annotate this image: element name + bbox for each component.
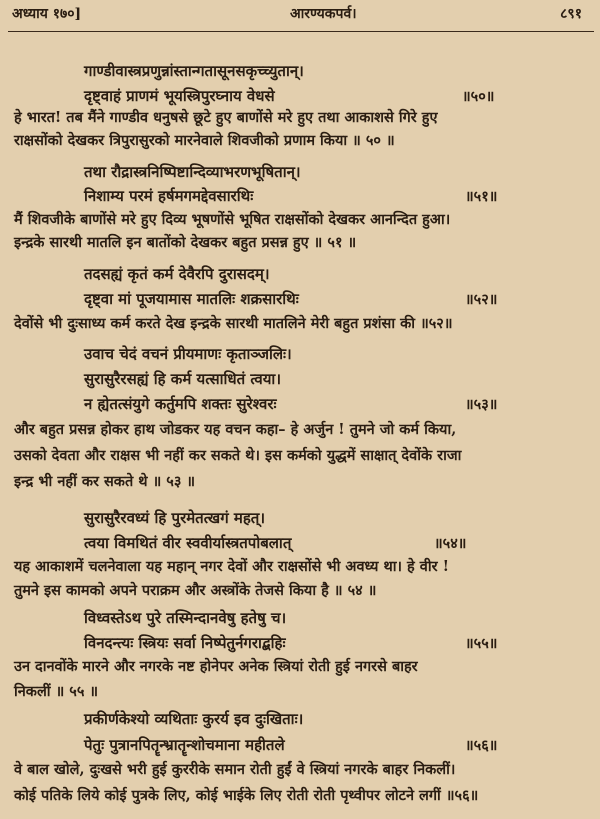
verse-line: विनदन्त्यः स्त्रियः सर्वा निष्पेतुर्नगराद्बहिः bbox=[84, 634, 286, 652]
verse-line: सुरासुरैरसह्यं हि कर्म यत्साधितं त्वया। bbox=[84, 370, 282, 388]
verse-line: सुरासुरैरवध्यं हि पुरमेतत्खगं महत्। bbox=[84, 509, 266, 527]
verse-line: प्रकीर्णकेश्यो व्यथिताः कुरर्य इव दुःखिताः। bbox=[84, 710, 304, 728]
verse-line: न ह्येतत्संयुगे कर्तुमपि शक्तः सुरेश्वरः bbox=[84, 395, 277, 413]
translation-line: वे बाल खोले, दुःखसे भरी हुई कुररीके समान रोती हुईं वे स्त्रियां नगरके बाहर निकलीं। bbox=[14, 761, 456, 778]
translation-line: देवोंसे भी दुःसाध्य कर्म करते देख इन्द्रके सारथी मातलिने मेरी बहुत प्रशंसा की ॥५२॥ bbox=[14, 315, 453, 332]
verse-number: ॥५०॥ bbox=[462, 88, 495, 105]
translation-line: यह आकाशमें चलनेवाला यह महान् नगर देवों और राक्षसोंसे भी अवध्य था। हे वीर ! bbox=[14, 558, 449, 575]
translation-line: और बहुत प्रसन्न होकर हाथ जोडकर यह वचन कहा– हे अर्जुन ! तुमने जो कर्म किया, bbox=[14, 421, 457, 438]
verse-line: निशाम्य परमं हर्षमगमद्देवसारथिः bbox=[84, 187, 254, 205]
verse-line: पेतुः पुत्रानपितॄन्भ्रातॄन्शोचमाना महीतले bbox=[84, 736, 285, 754]
verse-line: दृष्ट्वाहं प्राणमं भूयस्त्रिपुरघ्नाय वेधसे bbox=[84, 87, 275, 105]
translation-line: तुमने इस कामको अपने पराक्रम और अस्त्रोंके तेजसे किया है ॥ ५४ ॥ bbox=[14, 582, 377, 599]
verse-number: ॥५५॥ bbox=[465, 635, 498, 652]
verse-line: गाण्डीवास्त्रप्रणुन्नांस्तान्गतासूनसकृच्च्युतान्। bbox=[84, 62, 304, 80]
verse-number: ॥५२॥ bbox=[465, 291, 498, 308]
verse-line: विध्वस्तेऽथ पुरे तस्मिन्दानवेषु हतेषु च। bbox=[84, 609, 287, 627]
translation-line: कोई पतिके लिये कोई पुत्रके लिए, कोई भाईके लिए रोती रोती पृथ्वीपर लोटने लगीं ॥५६॥ bbox=[14, 787, 479, 804]
translation-line: हे भारत! तब मैंने गाण्डीव धनुषसे छूटे हुए बाणोंसे मरे हुए तथा आकाशसे गिरे हुए bbox=[14, 109, 438, 126]
verse-number: ॥५३॥ bbox=[465, 396, 498, 413]
verse-number: ॥५४॥ bbox=[434, 535, 467, 552]
translation-line: उसको देवता और राक्षस भी नहीं कर सकते थे। इस कर्मको युद्धमें साक्षात् देवोंके राजा bbox=[14, 447, 462, 464]
verse-number: ॥५६॥ bbox=[465, 737, 498, 754]
translation-line: निकलीं ॥ ५५ ॥ bbox=[14, 683, 99, 700]
header-rule bbox=[8, 31, 594, 32]
verse-line: तथा रौद्रास्त्रनिष्पिष्टान्दिव्याभरणभूषितान्। bbox=[84, 163, 301, 181]
verse-number: ॥५१॥ bbox=[465, 188, 498, 205]
verse-line: दृष्ट्वा मां पूजयामास मातलिः शक्रसारथिः bbox=[84, 290, 299, 308]
verse-line: तदसह्यं कृतं कर्म देवैरपि दुरासदम्। bbox=[84, 265, 270, 283]
chapter-label: अध्याय १७०] bbox=[12, 6, 82, 22]
verse-line: उवाच चेदं वचनं प्रीयमाणः कृताञ्जलिः। bbox=[84, 345, 292, 363]
verse-line: त्वया विमथितं वीर स्ववीर्यास्त्रतपोबलात् bbox=[84, 534, 292, 552]
page-number: ८९१ bbox=[560, 6, 582, 22]
page-header bbox=[0, 0, 600, 26]
translation-line: इन्द्रके सारथी मातलि इन बातोंको देखकर बहुत प्रसन्न हुए ॥ ५१ ॥ bbox=[14, 234, 357, 251]
book-section-title: आरण्यकपर्व। bbox=[290, 6, 357, 22]
translation-line: राक्षसोंको देखकर त्रिपुरासुरको मारनेवाले शिवजीको प्रणाम किया ॥ ५० ॥ bbox=[14, 132, 395, 149]
translation-line: इन्द्र भी नहीं कर सकते थे ॥ ५३ ॥ bbox=[14, 473, 196, 490]
translation-line: मैं शिवजीके बाणोंसे मरे हुए दिव्य भूषणोंसे भूषित राक्षसोंको देखकर आनन्दित हुआ। bbox=[14, 211, 451, 228]
translation-line: उन दानवोंके मारने और नगरके नष्ट होनेपर अनेक स्त्रियां रोती हुई नगरसे बाहर bbox=[14, 658, 418, 675]
